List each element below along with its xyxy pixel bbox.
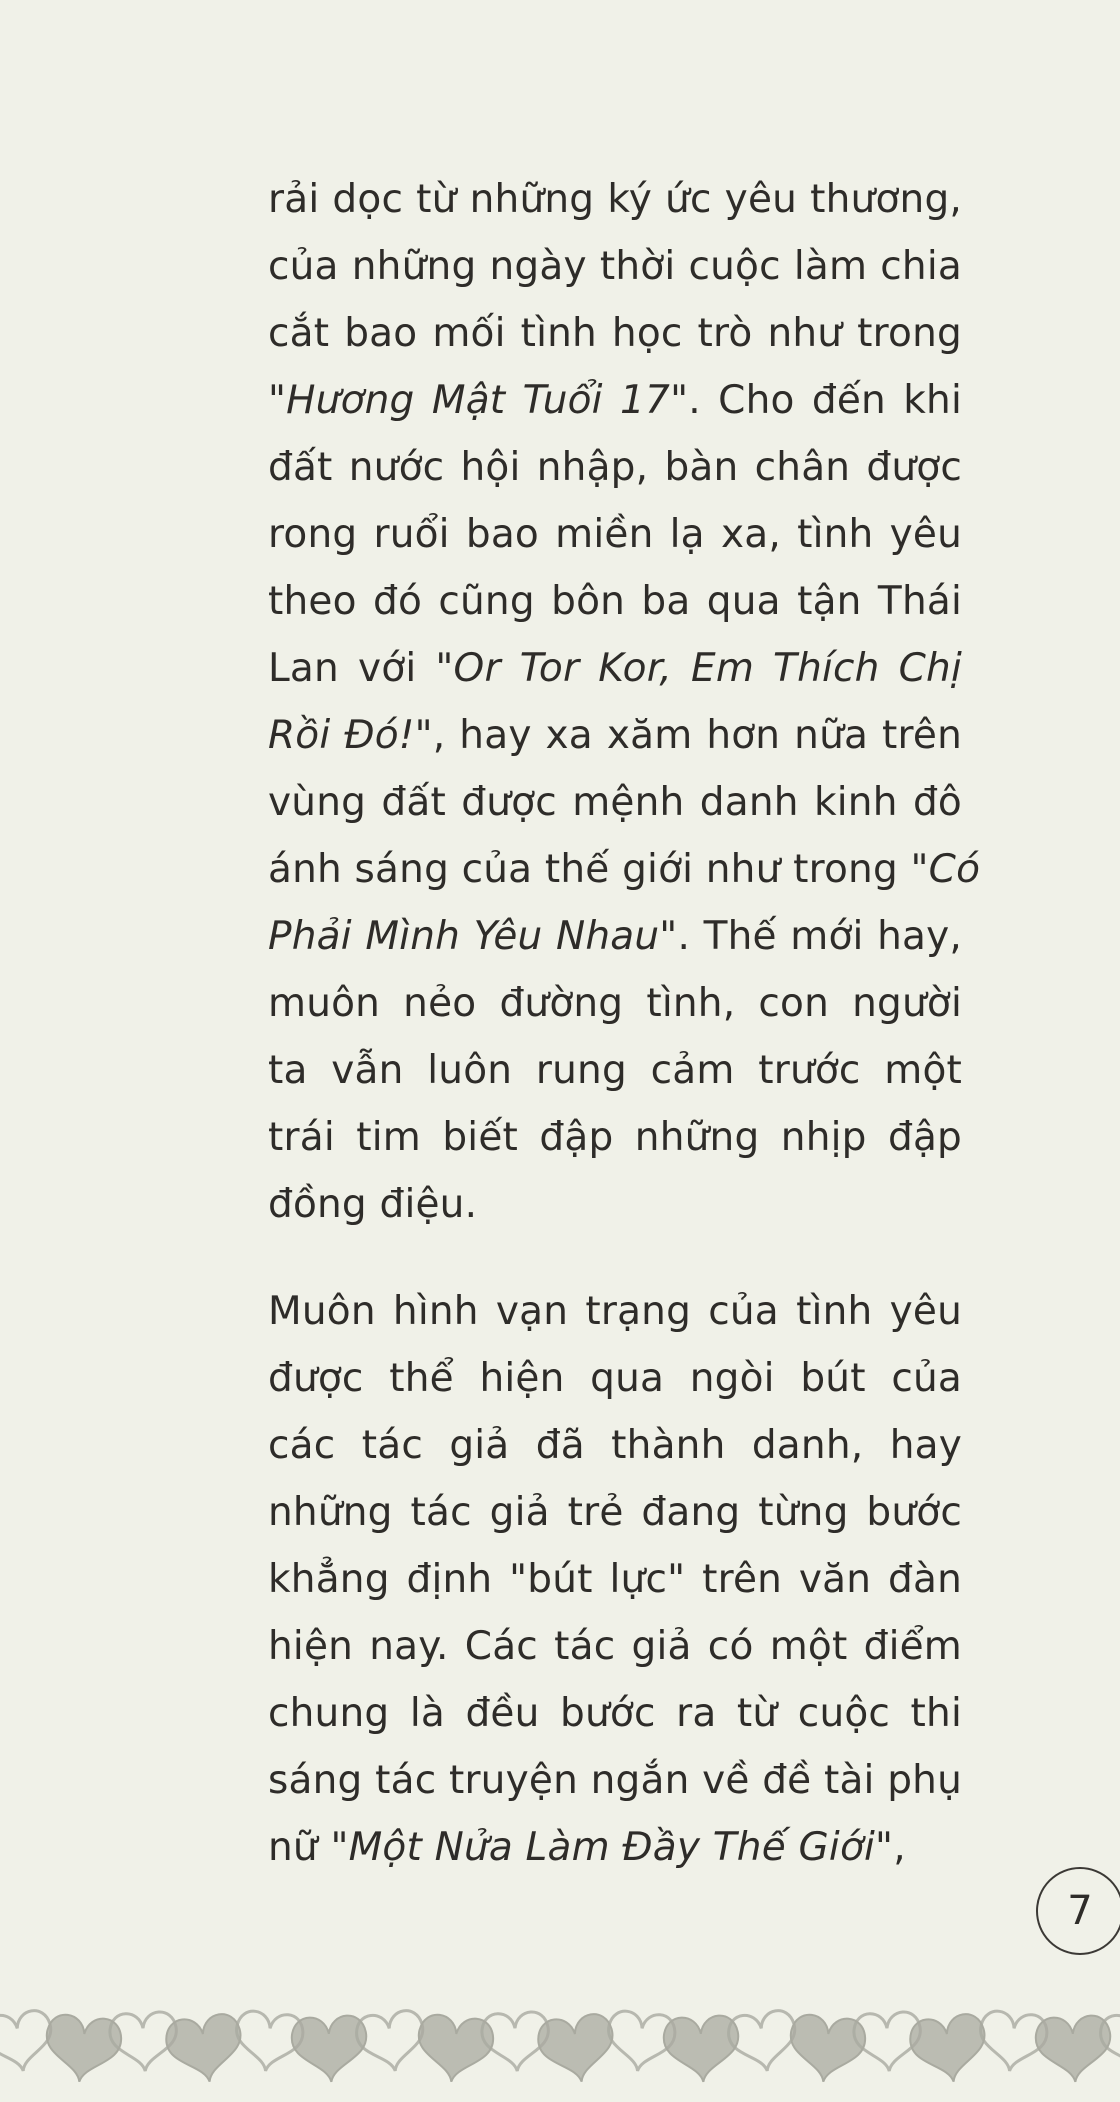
text-line <box>268 1546 962 1613</box>
italic-title: Rồi Đó!" <box>268 713 433 758</box>
paragraph-1 <box>268 166 981 1238</box>
heart-border <box>0 1998 1120 2102</box>
text-segment: trái tim biết đập những nhịp đập <box>268 1115 962 1160</box>
text-segment: , <box>893 1825 906 1870</box>
text-segment: cắt bao mối tình học trò như trong <box>268 311 962 356</box>
heart-icon <box>164 2012 247 2087</box>
text-line <box>268 233 962 300</box>
italic-title: "Hương Mật Tuổi 17" <box>268 378 689 423</box>
text-segment: ta vẫn luôn rung cảm trước một <box>268 1048 962 1093</box>
text-line <box>268 836 981 903</box>
italic-title: "Một Nửa Làm Đầy Thế Giới" <box>330 1825 894 1870</box>
text-segment: Muôn hình vạn trạng của tình yêu <box>268 1289 962 1334</box>
text-line <box>268 568 962 635</box>
text-line <box>268 1680 962 1747</box>
text-segment: . Thế mới hay, <box>677 914 962 959</box>
text-line <box>268 769 962 836</box>
text-segment: các tác giả đã thành danh, hay <box>268 1423 962 1468</box>
page-number: 7 <box>1067 1888 1093 1934</box>
text-line <box>268 1171 962 1238</box>
text-line <box>268 1412 962 1479</box>
text-line <box>268 300 962 367</box>
text-segment: vùng đất được mệnh danh kinh đô <box>268 780 962 825</box>
text-segment: sáng tác truyện ngắn về đề tài phụ <box>268 1758 962 1803</box>
italic-title: Phải Mình Yêu Nhau" <box>268 914 678 959</box>
text-segment: đất nước hội nhập, bàn chân được <box>268 445 962 490</box>
text-segment: hiện nay. Các tác giả có một điểm <box>268 1624 962 1669</box>
text-segment: khẳng định "bút lực" trên văn đàn <box>268 1557 962 1602</box>
text-line <box>268 635 962 702</box>
text-line <box>268 970 962 1037</box>
text-line <box>268 1747 962 1814</box>
text-segment: muôn nẻo đường tình, con người <box>268 981 962 1026</box>
text-line <box>268 1037 962 1104</box>
text-segment: rải dọc từ những ký ức yêu thương, <box>268 177 962 222</box>
text-line <box>268 1814 962 1881</box>
text-segment: ánh sáng của thế giới như trong <box>268 847 911 892</box>
text-line <box>268 1479 962 1546</box>
text-segment: . Cho đến khi <box>688 378 963 423</box>
text-line <box>268 1104 962 1171</box>
italic-title: "Or Tor Kor, Em Thích Chị <box>435 646 963 691</box>
text-segment: nữ <box>268 1825 331 1870</box>
text-segment: chung là đều bước ra từ cuộc thi <box>268 1691 962 1736</box>
heart-icon <box>908 2012 991 2087</box>
heart-icon <box>536 2012 619 2087</box>
text-segment: , hay xa xăm hơn nữa trên <box>432 713 962 758</box>
text-line <box>268 702 962 769</box>
text-segment: của những ngày thời cuộc làm chia <box>268 244 962 289</box>
text-segment: theo đó cũng bôn ba qua tận Thái <box>268 579 962 624</box>
text-segment: đồng điệu. <box>268 1182 478 1227</box>
text-line <box>268 501 962 568</box>
text-line <box>268 166 962 233</box>
paragraph-2 <box>268 1278 962 1881</box>
text-line <box>268 903 962 970</box>
text-line <box>268 434 962 501</box>
italic-title: "Có <box>910 847 981 892</box>
text-segment: Lan với <box>268 646 436 691</box>
text-line <box>268 367 962 434</box>
text-segment: rong ruổi bao miền lạ xa, tình yêu <box>268 512 962 557</box>
text-segment: những tác giả trẻ đang từng bước <box>268 1490 962 1535</box>
text-line <box>268 1345 962 1412</box>
text-segment: được thể hiện qua ngòi bút của <box>268 1356 962 1401</box>
page-number-circle <box>1036 1867 1120 1955</box>
text-line <box>268 1613 962 1680</box>
text-line <box>268 1278 962 1345</box>
